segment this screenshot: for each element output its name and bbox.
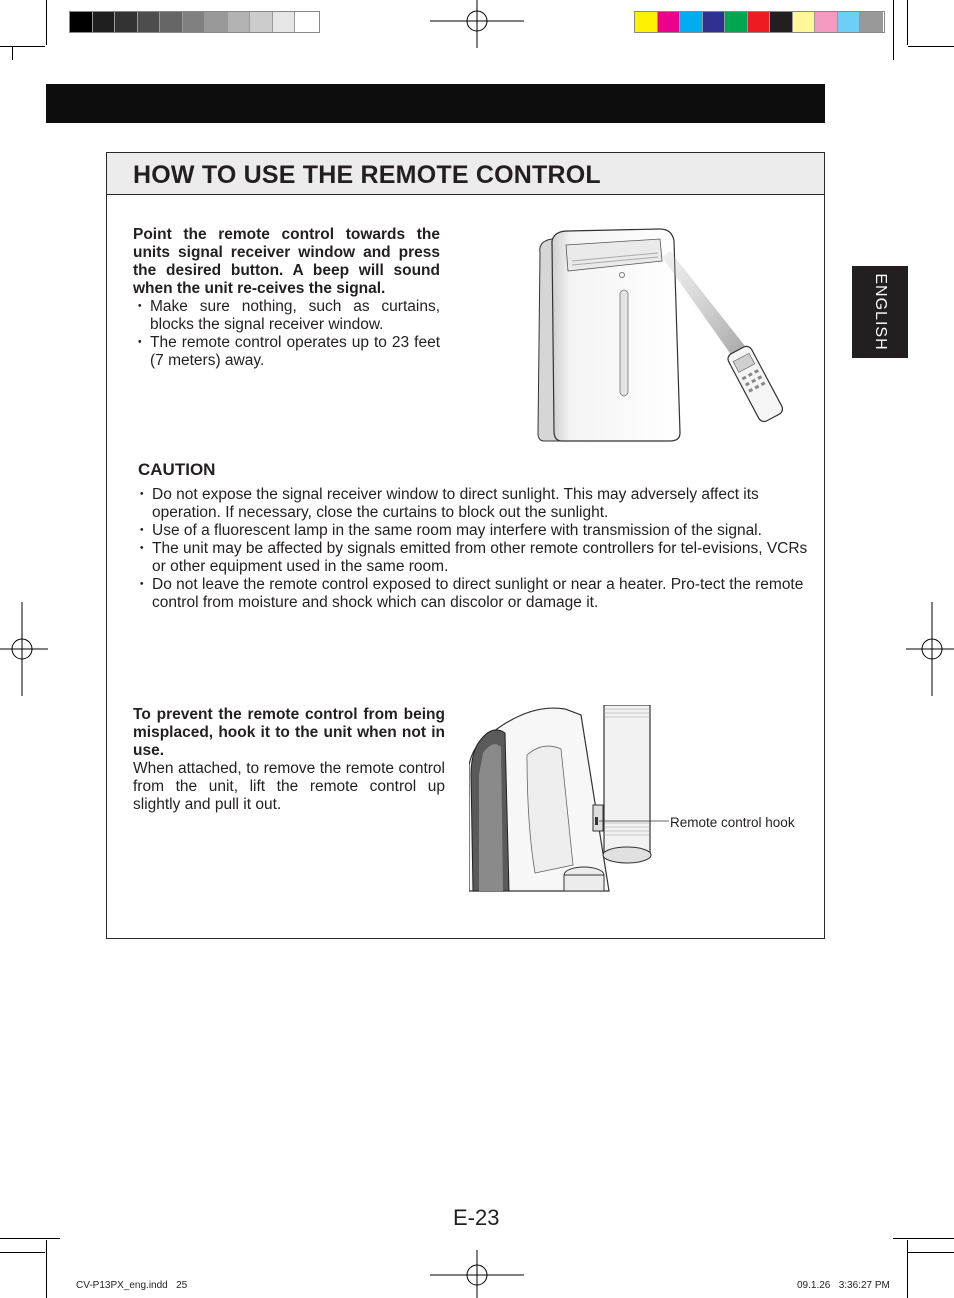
file-slug: CV-P13PX_eng.indd 25 xyxy=(76,1280,188,1291)
cmyk-color-bar xyxy=(634,11,885,33)
gray-swatch xyxy=(70,12,93,32)
language-tab xyxy=(852,266,908,358)
registration-target-right xyxy=(906,602,954,696)
color-swatch xyxy=(770,12,793,32)
intro-instruction: Point the remote control towards the units signal receiver window and press the desired button. A beep will sound when the unit re-ceives the signal. xyxy=(133,226,440,297)
air-conditioner-remote-illustration xyxy=(532,223,792,445)
color-swatch xyxy=(748,12,771,32)
intro-section xyxy=(133,226,440,370)
caution-bullet: ・ Do not leave the remote control exposed to direct sunlight or near a heater. Pro-tect the remote control from moisture and shock which can discolor or damage it. xyxy=(135,576,808,612)
caution-bullet-list xyxy=(135,486,808,612)
registration-target-top xyxy=(430,0,524,48)
content-box xyxy=(106,152,825,939)
gray-swatch xyxy=(138,12,161,32)
color-swatch xyxy=(815,12,838,32)
registration-target-bottom xyxy=(430,1250,524,1298)
caution-section xyxy=(138,460,808,612)
gray-swatch xyxy=(228,12,251,32)
page-title: HOW TO USE THE REMOTE CONTROL xyxy=(133,161,601,189)
intro-bullet: ・ The remote control operates up to 23 feet (7 meters) away. xyxy=(133,334,440,370)
color-swatch xyxy=(658,12,681,32)
caution-bullet: ・ Use of a fluorescent lamp in the same room may interfere with transmission of the signal. xyxy=(135,522,808,540)
gray-swatch xyxy=(273,12,296,32)
caution-bullet: ・ The unit may be affected by signals emitted from other remote controllers for tel-evisions, VCRs or other equipment used in the same room. xyxy=(135,540,808,576)
gray-swatch xyxy=(93,12,116,32)
grayscale-color-bar xyxy=(69,11,320,33)
gray-swatch xyxy=(115,12,138,32)
hook-removal-text: When attached, to remove the remote control from the unit, lift the remote control up slightly and pull it out. xyxy=(133,760,445,813)
intro-bullet-list xyxy=(133,298,440,370)
color-swatch xyxy=(838,12,861,32)
gray-swatch xyxy=(250,12,273,32)
title-bar xyxy=(107,153,824,195)
color-swatch xyxy=(793,12,816,32)
language-tab-label: ENGLISH xyxy=(872,273,889,351)
remote-control-hook-illustration xyxy=(469,705,669,895)
gray-swatch xyxy=(160,12,183,32)
color-swatch xyxy=(703,12,726,32)
gray-swatch xyxy=(295,12,318,32)
section-header-bar xyxy=(46,84,825,123)
hook-section xyxy=(133,706,445,814)
hook-callout-label: Remote control hook xyxy=(670,815,795,830)
intro-bullet: ・ Make sure nothing, such as curtains, blocks the signal receiver window. xyxy=(133,298,440,334)
registration-target-left xyxy=(0,602,48,696)
caution-bullet: ・ Do not expose the signal receiver window to direct sunlight. This may adversely affect its operation. If necessary, close the curtains to block out the sunlight. xyxy=(135,486,808,522)
color-swatch xyxy=(725,12,748,32)
print-timestamp: 09.1.26 3:36:27 PM xyxy=(797,1280,890,1291)
hook-instruction: To prevent the remote control from being misplaced, hook it to the unit when not in use. xyxy=(133,706,445,759)
color-swatch xyxy=(680,12,703,32)
color-swatch xyxy=(860,12,883,32)
gray-swatch xyxy=(205,12,228,32)
caution-heading: CAUTION xyxy=(138,460,216,479)
gray-swatch xyxy=(183,12,206,32)
page-number: E-23 xyxy=(453,1205,500,1230)
color-swatch xyxy=(635,12,658,32)
